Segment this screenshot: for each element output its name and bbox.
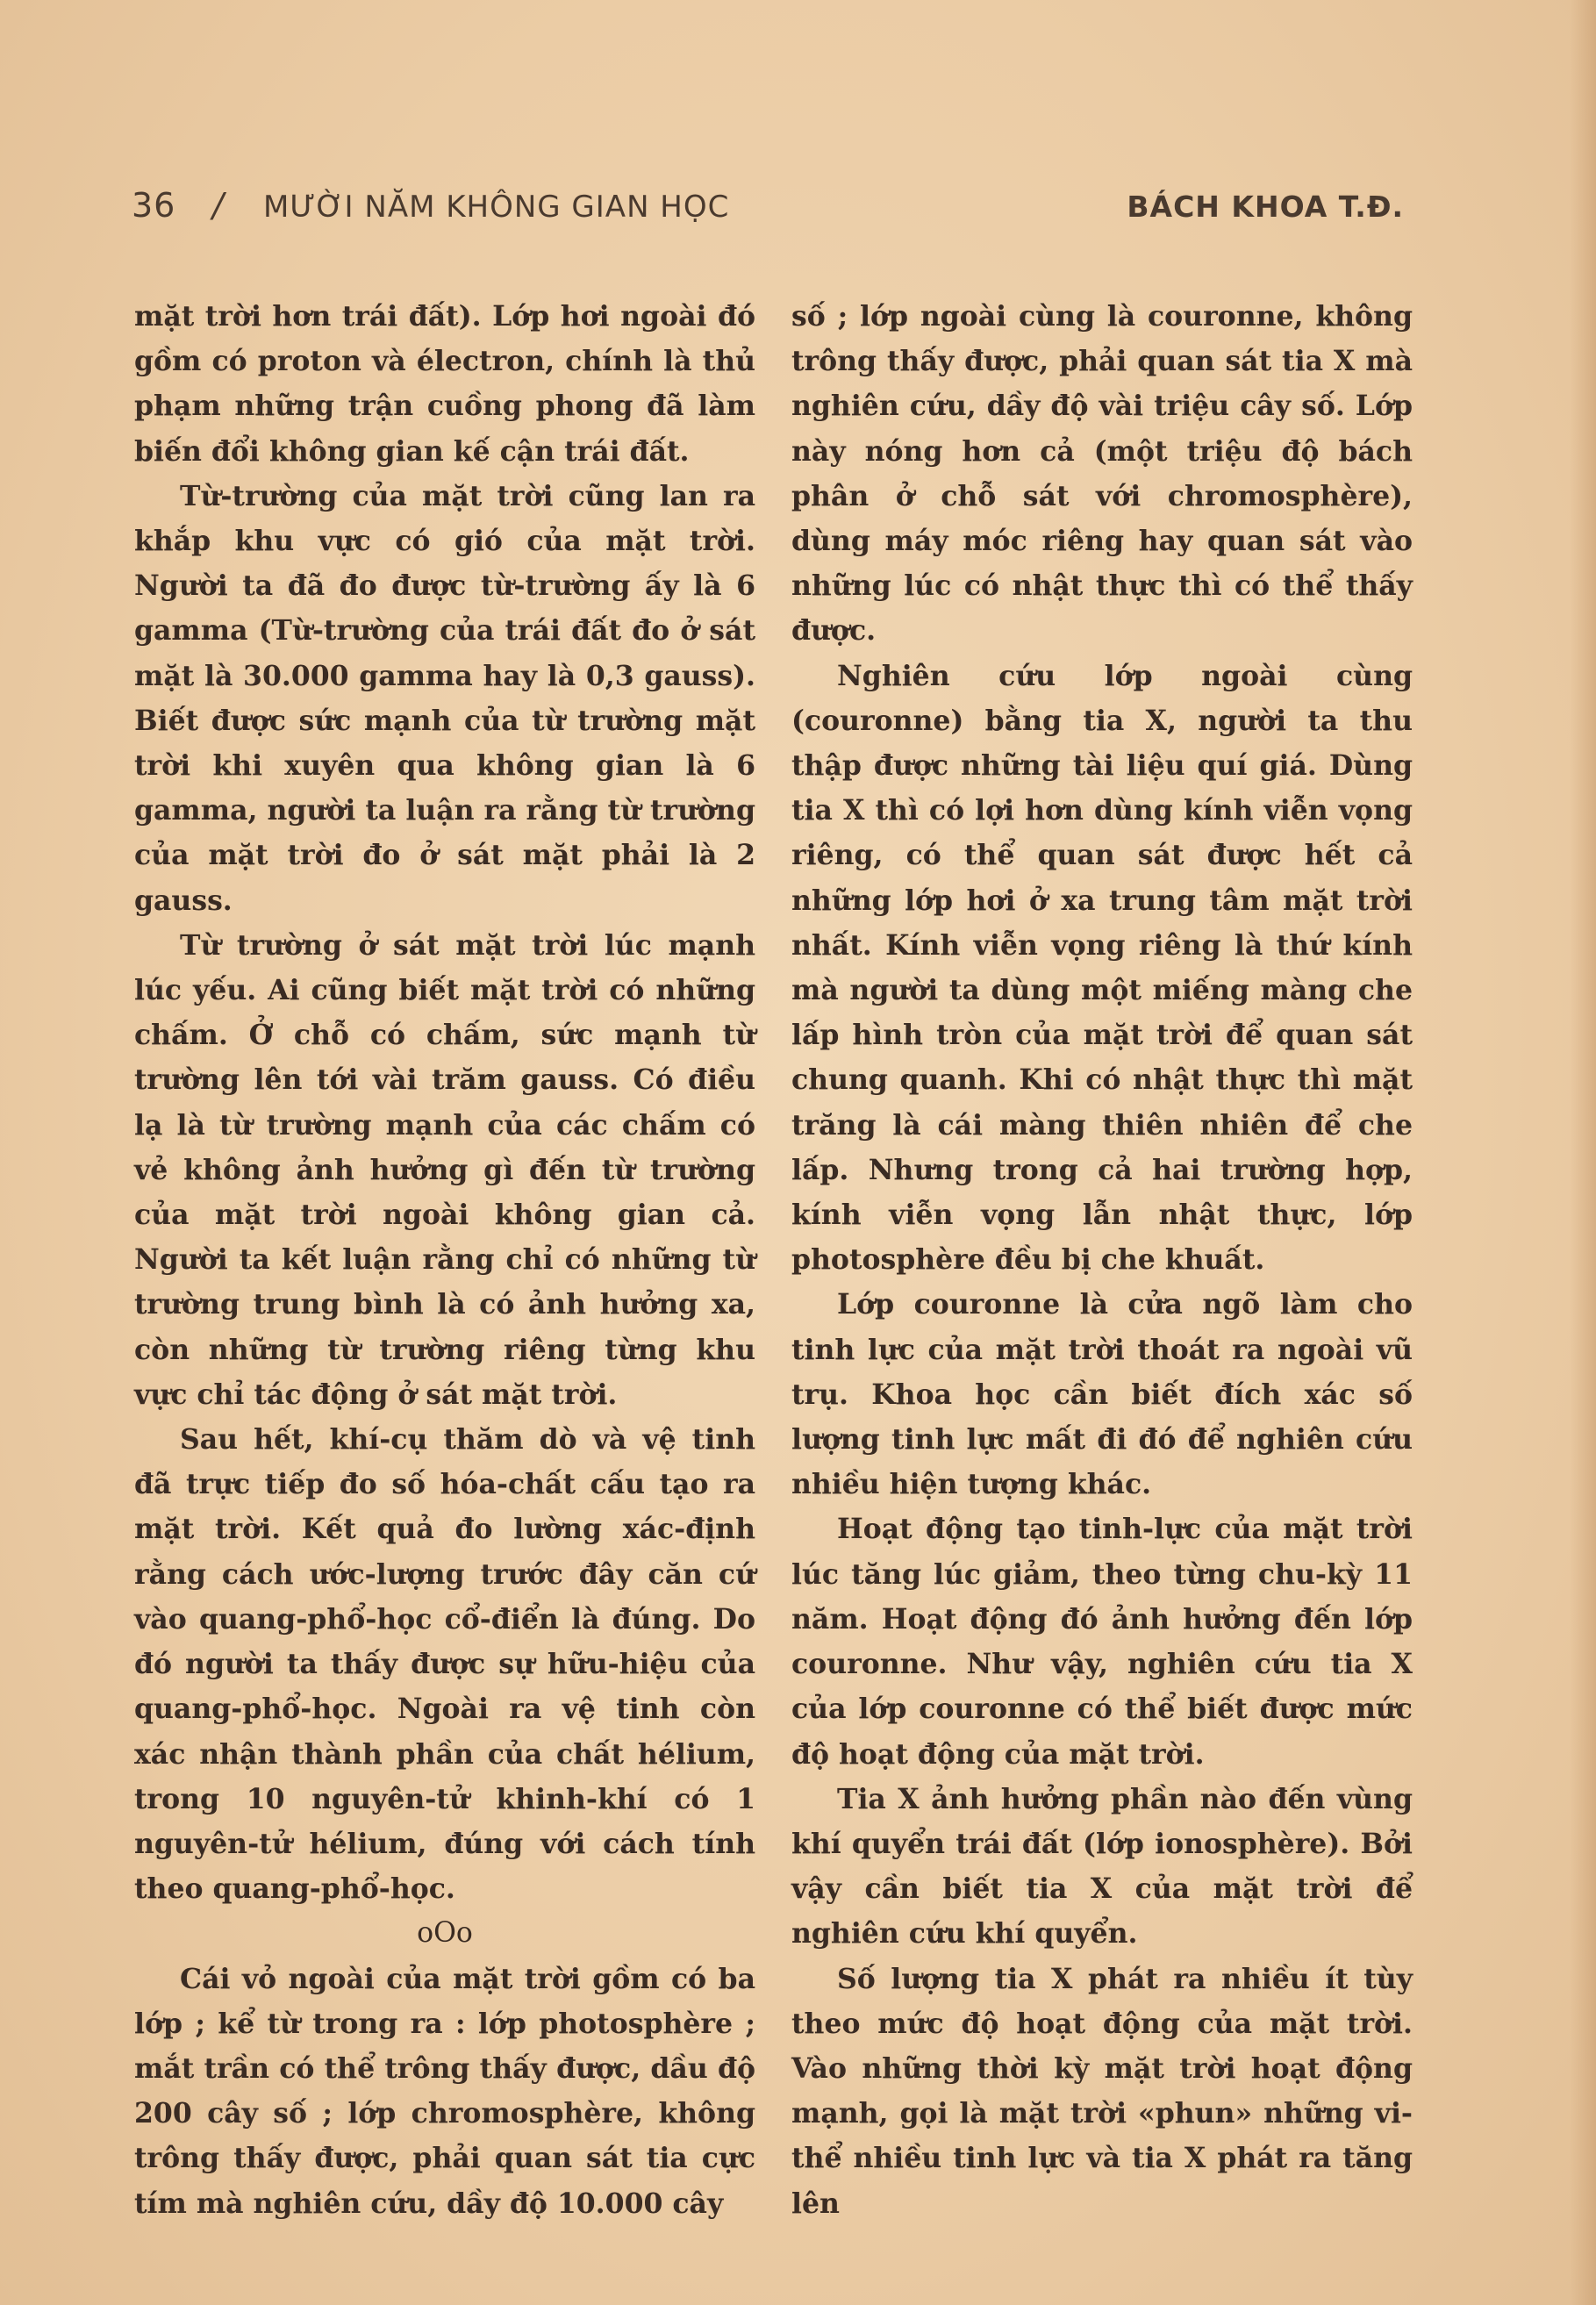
paragraph: Từ-trường của mặt trời cũng lan ra khắp khu vực có gió của mặt trời. Người ta đã đo được từ-trường ấy là 6 gamma (Từ-trường của trái đất đo ở sát mặt là 30.000 gamma hay là 0,3 gauss). Biết được sức mạnh của từ trường mặt trời khi xuyên qua không gian là 6 gamma, người ta luận ra rằng từ trường của mặt trời đo ở sát mặt phải là 2 gauss. [134,479,755,917]
right-column [791,294,1413,2226]
left-column [134,294,755,2226]
header-separator: / [212,186,224,225]
page-edge-shadow [1570,0,1596,2305]
paragraph: số ; lớp ngoài cùng là couronne, không trông thấy được, phải quan sát tia X mà nghiên cứu, dầy độ vài triệu cây số. Lớp này nóng hơn cả (một triệu độ bách phân ở chỗ sát với chromosphère), dùng máy móc riêng hay quan sát vào những lúc có nhật thực thì có thể thấy được. [791,300,1413,648]
paragraph: Nghiên cứu lớp ngoài cùng (couronne) bằng tia X, người ta thu thập được những tài liệu quí giá. Dùng tia X thì có lợi hơn dùng kính viễn vọng riêng, có thể quan sát được hết cả những lớp hơi ở xa trung tâm mặt trời nhất. Kính viễn vọng riêng là thứ kính mà người ta dùng một miếng màng che lấp hình tròn của mặt trời để quan sát chung quanh. Khi có nhật thực thì mặt trăng là cái màng thiên nhiên để che lấp. Nhưng trong cả hai trường hợp, kính viễn vọng lẫn nhật thực, lớp photosphère đều bị che khuất. [791,659,1413,1277]
paragraph: Tia X ảnh hưởng phần nào đến vùng khí quyển trái đất (lớp ionosphère). Bởi vậy cần biết tia X của mặt trời để nghiên cứu khí quyển. [791,1782,1413,1951]
paragraph: Sau hết, khí-cụ thăm dò và vệ tinh đã trực tiếp đo số hóa-chất cấu tạo ra mặt trời. Kết quả đo lường xác-định rằng cách ước-lượng trước đây căn cứ vào quang-phổ-học cổ-điển là đúng. Do đó người ta thấy được sự hữu-hiệu của quang-phổ-học. Ngoài ra vệ tinh còn xác nhận thành phần của chất hélium, trong 10 nguyên-tử khinh-khí có 1 nguyên-tử hélium, đúng với cách tính theo quang-phổ-học. [134,1423,755,1906]
page-header [132,186,1404,239]
paragraph: Lớp couronne là cửa ngõ làm cho tinh lực của mặt trời thoát ra ngoài vũ trụ. Khoa học cần biết đích xác số lượng tinh lực mất đi đó để nghiên cứu nhiều hiện tượng khác. [791,1288,1413,1501]
section-separator: oOo [417,1917,473,1950]
page-number: 36 [132,186,176,225]
paragraph: Từ trường ở sát mặt trời lúc mạnh lúc yếu. Ai cũng biết mặt trời có những chấm. Ở chỗ có chấm, sức mạnh từ trường lên tới vài trăm gauss. Có điều lạ là từ trường mạnh của các chấm có vẻ không ảnh hưởng gì đến từ trường của mặt trời ngoài không gian cả. Người ta kết luận rằng chỉ có những từ trường trung bình là có ảnh hưởng xa, còn những từ trường riêng từng khu vực chỉ tác động ở sát mặt trời. [134,928,755,1411]
running-title: MƯỜI NĂM KHÔNG GIAN HỌC [263,190,730,225]
paragraph: mặt trời hơn trái đất). Lớp hơi ngoài đó gồm có proton và électron, chính là thủ phạm những trận cuồng phong đã làm biến đổi không gian kế cận trái đất. [134,300,755,468]
journal-name: BÁCH KHOA T.Đ. [1127,190,1404,224]
paragraph: Số lượng tia X phát ra nhiều ít tùy theo mức độ hoạt động của mặt trời. Vào những thời kỳ mặt trời hoạt động mạnh, gọi là mặt trời «phun» những vi-thể nhiều tinh lực và tia X phát ra tăng lên [791,1962,1413,2220]
paragraph: Hoạt động tạo tinh-lực của mặt trời lúc tăng lúc giảm, theo từng chu-kỳ 11 năm. Hoạt động đó ảnh hưởng đến lớp couronne. Như vậy, nghiên cứu tia X của lớp couronne có thể biết được mức độ hoạt động của mặt trời. [791,1513,1413,1771]
paragraph: Cái vỏ ngoài của mặt trời gồm có ba lớp ; kể từ trong ra : lớp photosphère ; mắt trần có thể trông thấy được, dầu độ 200 cây số ; lớp chromosphère, không trông thấy được, phải quan sát tia cực tím mà nghiên cứu, dầy độ 10.000 cây [134,1962,755,2220]
